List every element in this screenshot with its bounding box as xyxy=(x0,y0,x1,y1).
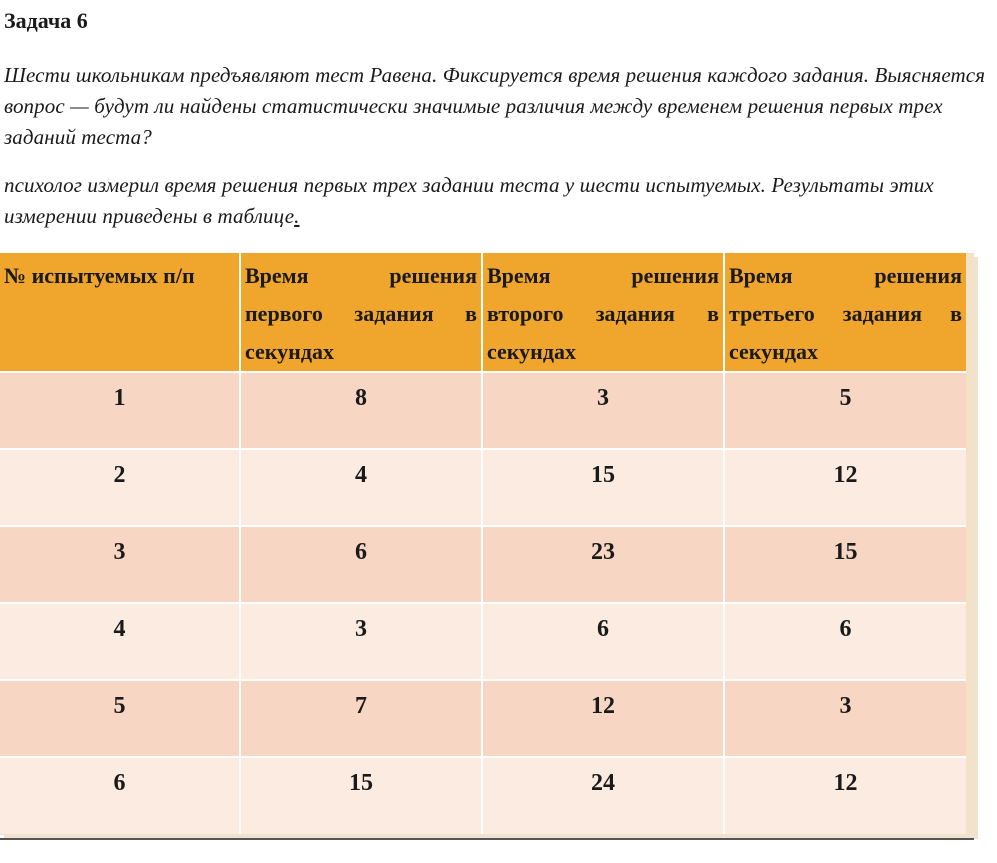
cell-task3: 15 xyxy=(724,526,966,603)
task-title: Задача 6 xyxy=(4,8,88,33)
header-task3-time: Время решения третьего задания в секундах xyxy=(724,253,966,372)
cell-task3: 6 xyxy=(724,603,966,680)
table-row xyxy=(0,372,966,449)
cell-subject: 5 xyxy=(0,680,240,757)
cell-task1: 8 xyxy=(240,372,482,449)
cell-task2: 23 xyxy=(482,526,724,603)
table-row xyxy=(0,526,966,603)
cell-task1: 6 xyxy=(240,526,482,603)
results-table-container xyxy=(0,253,974,835)
task-context-tail: . xyxy=(294,204,300,228)
cell-task2: 6 xyxy=(482,603,724,680)
task-context-text: психолог измерил время решения первых трех задании теста у шести испытуемых. Результаты этих измерении приведены в таблице xyxy=(4,173,934,228)
task-description: Шести школьникам предъявляют тест Равена. Фиксируется время решения каждого задания. Выясняется вопрос — будут ли найдены статистически значимые различия между временем решения первых трех заданий теста? xyxy=(4,63,986,149)
cell-subject: 6 xyxy=(0,757,240,834)
table-row xyxy=(0,680,966,757)
cell-subject: 4 xyxy=(0,603,240,680)
table-header-row xyxy=(0,253,966,372)
header-task1-time: Время решения первого задания в секундах xyxy=(240,253,482,372)
cell-task2: 15 xyxy=(482,449,724,526)
header-task2-time: Время решения второго задания в секундах xyxy=(482,253,724,372)
table-row xyxy=(0,603,966,680)
table-row xyxy=(0,449,966,526)
cell-task2: 12 xyxy=(482,680,724,757)
header-subject-number: № испытуемых п/п xyxy=(0,253,240,372)
cell-task1: 4 xyxy=(240,449,482,526)
task-context xyxy=(4,170,989,232)
cell-task3: 12 xyxy=(724,757,966,834)
cell-subject: 3 xyxy=(0,526,240,603)
cell-subject: 2 xyxy=(0,449,240,526)
cell-task2: 24 xyxy=(482,757,724,834)
cell-task3: 12 xyxy=(724,449,966,526)
cell-task1: 15 xyxy=(240,757,482,834)
results-table xyxy=(0,253,966,834)
cell-task3: 5 xyxy=(724,372,966,449)
cell-task2: 3 xyxy=(482,372,724,449)
table-row xyxy=(0,757,966,834)
cell-task1: 3 xyxy=(240,603,482,680)
cell-subject: 1 xyxy=(0,372,240,449)
cell-task3: 3 xyxy=(724,680,966,757)
cell-task1: 7 xyxy=(240,680,482,757)
bottom-divider xyxy=(0,838,974,840)
